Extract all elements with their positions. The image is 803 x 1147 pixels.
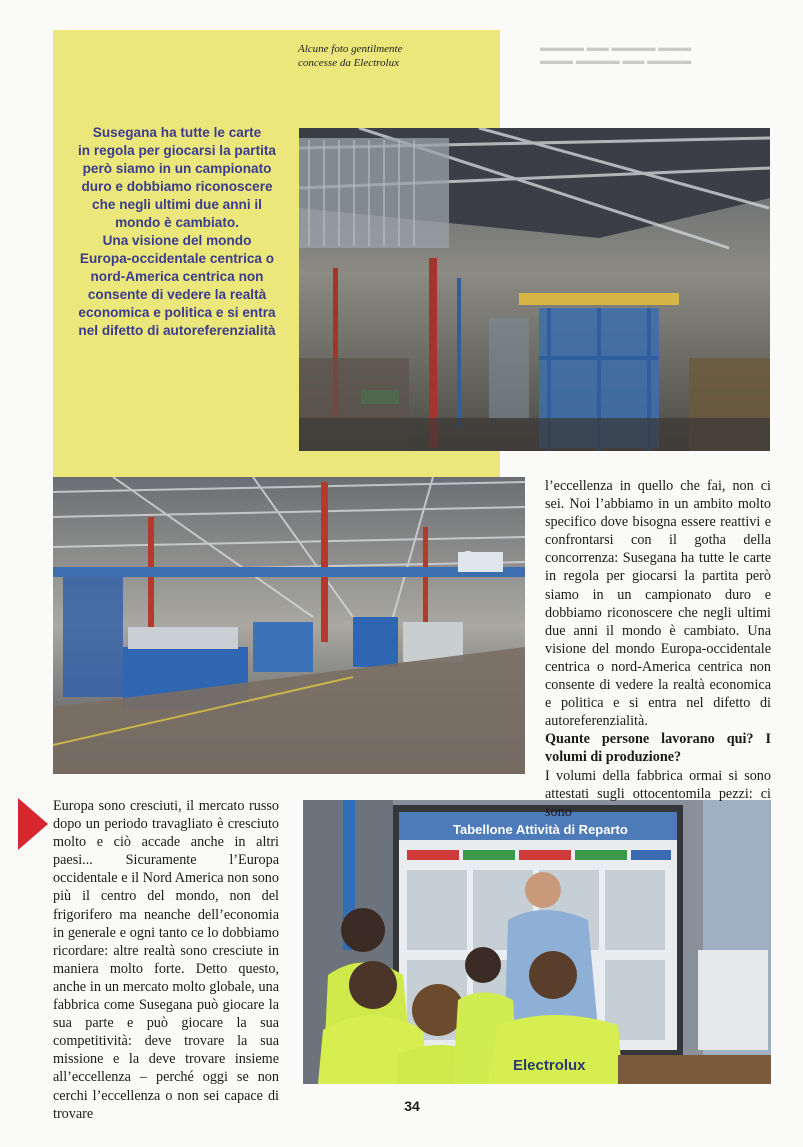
continuation-arrow-icon [18,798,48,850]
pull-quote-line: duro e dobbiamo riconoscere [81,179,273,194]
pull-quote-line: Europa-occidentale centrica o [79,251,275,266]
body-paragraph: l’eccellenza in quello che fai, non ci sei. Noi l’abbiamo in un ambito molto specifico dove bisogna essere reattivi e confrontarsi con il gotha della concorrenza: Susegana ha tutte le carte in regola per giocarsi la partita però siamo in un campionato duro e dobbiamo riconoscere che negli ultimi due anni il mondo è cambiato. Una visione del mondo Europa-occidentale centrica o nord-America centrica non consente di vedere la realtà economica e politica e si entra nel difetto di autoreferenzialità. [545,478,771,730]
pull-quote-line: Una visione del mondo [102,233,252,248]
pull-quote-line: nord-America centrica non [90,269,264,284]
pull-quote [62,124,292,340]
pull-quote-line: in regola per giocarsi la partita [78,143,276,158]
pull-quote-line: però siamo in un campionato [82,161,272,176]
factory-photo-overview [299,128,770,451]
page-number: 34 [404,1098,420,1114]
caption-line-1: Alcune foto gentilmente [298,43,403,55]
factory-photo-assembly-hall [53,477,525,774]
right-column-text [545,477,771,821]
caption-line-2: concesse da Electrolux [298,57,399,69]
pull-quote-line: nel difetto di autoreferenzialità [78,323,276,338]
bleed-through-text: ▬▬▬▬ ▬▬ ▬▬▬▬ ▬▬▬ ▬▬▬ ▬▬▬▬ ▬▬ ▬▬▬▬ [540,42,692,67]
body-paragraph: Europa sono cresciuti, il mercato russo dopo un periodo travagliato è cresciuto molto e ciò accade anche in altri paesi... Sicuramente l’Europa occidentale e il Nord America non sono più il centro del mondo, non del frigorifero ma neanche dell’economia in generale e ogni tanto ce lo dobbiamo ricordare: altre realtà sono cresciute in maniera molto forte. Detto questo, anche in un mercato molto globale, una fabbrica come Susegana può giocare la sua parte e può giocare la sua competitività: deve trovare la sua missione e la deve trovare insieme all’eccellenza – perché oggi se non cerchi l’eccellenza o non sei capace di trovare [53,798,279,1122]
pull-quote-line: che negli ultimi due anni il [92,197,262,212]
body-paragraph: I volumi della fabbrica ormai si sono attestati sugli ottocentomila pezzi: ci sono [545,767,771,820]
pull-quote-line: consente di vedere la realtà [87,287,267,302]
vest-brand: Electrolux [513,1057,586,1074]
board-title: Tabellone Attività di Reparto [453,822,628,837]
interview-question: Quante persone lavorano qui? I volumi di produzione? [545,731,771,766]
pull-quote-line: Susegana ha tutte le carte [92,125,262,140]
factory-photo-visitors-board [303,800,771,1084]
photo-credit-caption [298,42,498,70]
pull-quote-line: mondo è cambiato. [115,215,239,230]
left-column-text [53,797,279,1123]
pull-quote-line: economica e politica e si entra [78,305,276,320]
